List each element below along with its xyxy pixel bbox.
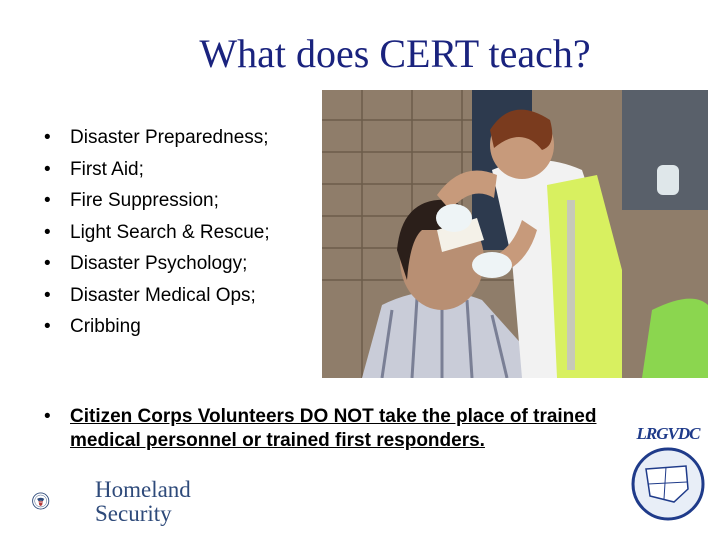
note-bullet: • Citizen Corps Volunteers DO NOT take the place of trained medical personnel or trained first responders. xyxy=(44,405,670,453)
list-item: • Disaster Psychology; xyxy=(44,248,270,280)
list-item: • Fire Suppression; xyxy=(44,185,270,217)
list-item: • First Aid; xyxy=(44,154,270,186)
list-item: • Cribbing xyxy=(44,311,270,343)
wordmark-line: Homeland xyxy=(95,477,191,502)
lrgvdc-logo xyxy=(626,424,710,524)
lrgvdc-wordmark: LRGVDC xyxy=(636,424,700,443)
dhs-seal-icon xyxy=(32,472,92,530)
list-item: • Light Search & Rescue; xyxy=(44,217,270,249)
list-item: • Disaster Preparedness; xyxy=(44,122,270,154)
first-aid-photo xyxy=(322,90,708,378)
slide-title: What does CERT teach? xyxy=(199,31,591,76)
homeland-security-wordmark xyxy=(95,478,191,526)
wordmark-line: Security xyxy=(95,501,172,526)
list-item: • Disaster Medical Ops; xyxy=(44,280,270,312)
topic-list xyxy=(44,122,270,343)
region-map-icon xyxy=(626,444,710,522)
